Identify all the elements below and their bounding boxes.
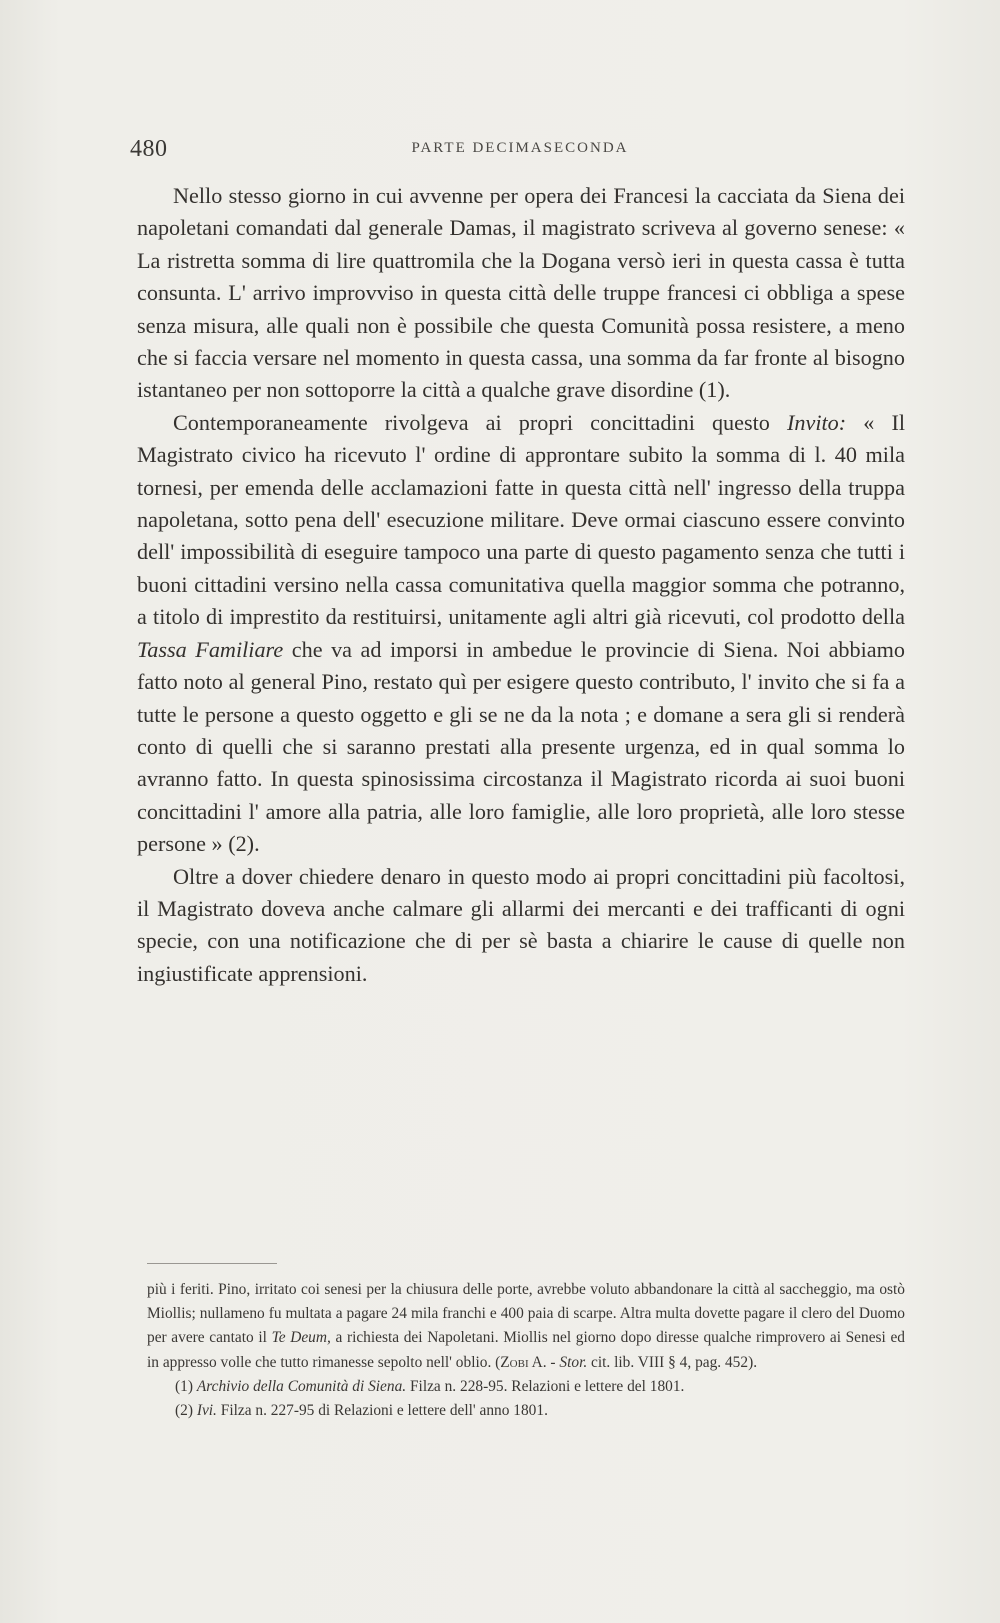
footnote-2-mark: (2) <box>175 1402 193 1420</box>
citation-dash: - <box>546 1353 560 1371</box>
footnote-ref-2: (2) <box>228 831 255 857</box>
footnote-continuation-b: a richiesta dei Napoletani. Miollis nel giorno dopo diresse qualche rimprovero ai Senesi ed in appresso volle che tutto rimanesse sepolto nell' oblio. ( <box>147 1329 905 1371</box>
citation-work: Stor. <box>559 1353 588 1371</box>
tassa-familiare-italic: Tassa Familiare <box>137 636 284 662</box>
footnote-2-source: Ivi. <box>196 1402 217 1420</box>
footnote-continuation-a: più i feriti. Pino, irritato coi senesi per la chiusura delle porte, avrebbe voluto abbandonare la città al saccheggio, ma ostò Miollis; nullameno fu multata a pagare 24 mila franchi e 400 paia di scarpe. Altra multa dovette pagare il clero del Duomo per avere cantato il <box>147 1281 905 1347</box>
paragraph-3-text: Oltre a dover chiedere denaro in questo modo ai propri concittadini più facoltosi, il Magistrato doveva anche calmare gli allarmi dei mercanti e dei trafficanti di ogni specie, con una notificazione che di per sè basta a chiarire le cause di quelle non ingiustificate apprensioni. <box>137 863 905 986</box>
paragraph-2-start: Contemporaneamente rivolgeva ai propri concittadini questo <box>173 409 787 435</box>
paragraph-1-text: Nello stesso giorno in cui avvenne per opera dei Francesi la cacciata da Siena dei napoletani comandati dal generale Damas, il magistrato scriveva al governo senese: « La ristretta somma di lire quattromila che la Dogana versò ieri in questa cassa è tutta consunta. L' arrivo improvviso in questa città delle truppe francesi ci obbliga a spese senza misura, alle quali non è possibile che questa Comunità possa resistere, a meno che si faccia versare nel momento in questa cassa, una somma da far fronte al bisogno istantaneo per non sottoporre la città a qualche grave disordine <box>137 183 905 403</box>
paragraph-3 <box>137 861 905 991</box>
paragraph-2 <box>137 407 905 861</box>
te-deum-italic: Te Deum, <box>271 1329 331 1347</box>
main-text <box>137 180 905 990</box>
running-head: PARTE DECIMASECONDA <box>411 140 629 156</box>
footnote-2-text: Filza n. 227-95 di Relazioni e lettere dell' anno 1801. <box>216 1402 548 1420</box>
page-header <box>130 136 910 166</box>
footnote-1-text: Filza n. 228-95. Relazioni e lettere del 1801. <box>406 1377 685 1395</box>
footnote-1 <box>147 1375 905 1399</box>
footnotes <box>147 1278 905 1423</box>
paragraph-2-middle: « Il Magistrato civico ha ricevuto l' ordine di approntare subito la somma di l. 40 mila tornesi, per emenda delle acclamazioni fatte in questa città nell' ingresso della truppa napoletana, sotto pena dell' esecuzione militare. Deve ormai ciascuno essere convinto dell' impossibilità di eseguire tampoco una parte di questo pagamento senza che tutti i buoni cittadini versino nella cassa comunitativa quella maggior somma che potranno, a titolo di imprestito da restituirsi, unitamente agli altri già ricevuti, col prodotto della <box>137 409 905 630</box>
citation-location: cit. lib. VIII § 4, pag. 452). <box>587 1353 758 1371</box>
footnote-2 <box>147 1399 905 1423</box>
footnote-ref-1: (1) <box>698 377 725 403</box>
invito-italic: Invito: <box>786 409 847 435</box>
footnote-1-mark: (1) <box>175 1377 193 1395</box>
page-number: 480 <box>130 136 168 162</box>
citation-author: Zobi A. <box>500 1353 547 1371</box>
footnote-continuation <box>147 1278 905 1375</box>
paragraph-1 <box>137 180 905 407</box>
paragraph-1-end: . <box>724 377 731 403</box>
paragraph-2-end: . <box>254 831 260 857</box>
footnote-divider <box>147 1263 277 1264</box>
paragraph-2-rest: che va ad imporsi in ambedue le provincie di Siena. Noi abbiamo fatto noto al general Pino, restato quì per esigere questo contributo, l' invito che si fa a tutte le persone a questo oggetto e gli se ne da la nota ; e domane a sera gli si renderà conto di quelli che si saranno prestati alla presente urgenza, ed in qual somma lo avranno fatto. In questa spinosissima circostanza il Magistrato ricorda ai suoi buoni concittadini l' amore alla patria, alle loro famiglie, alle loro proprietà, alle loro stesse persone » <box>137 636 905 857</box>
footnote-1-source: Archivio della Comunità di Siena. <box>196 1377 407 1395</box>
